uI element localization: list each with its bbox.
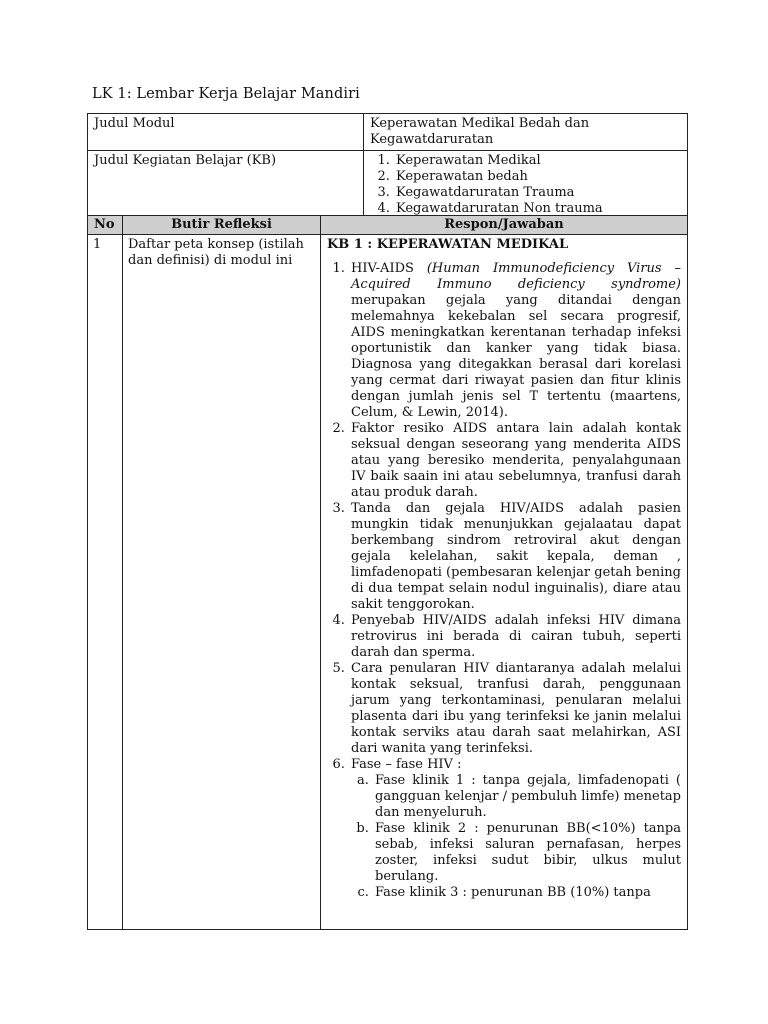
header-respon-jawaban: Respon/Jawaban [321, 216, 688, 235]
table-row [88, 235, 688, 930]
list-item: 4. Penyebab HIV/AIDS adalah infeksi HIV dimana retrovirus ini berada di cairan tubuh, seperti darah dan sperma. [349, 613, 681, 661]
list-item: 3. Tanda dan gejala HIV/AIDS adalah pasien mungkin tidak menunjukkan gejalaatau dapat berkembang sindrom retroviral akut dengan gejala kelelahan, sakit kepala, deman , limfadenopati (pembesaran kelenjar getah bening di dua tempat selain nodul inguinalis), diare atau sakit tenggorokan. [349, 501, 681, 613]
point-lead: HIV-AIDS [351, 261, 414, 276]
module-title-label: Judul Modul [88, 114, 364, 151]
kb-list [370, 153, 681, 217]
table-row [88, 151, 688, 220]
module-title-value: Keperawatan Medikal Bedah dan Kegawatdaruratan [364, 114, 688, 151]
list-item [349, 261, 681, 421]
header-butir-refleksi: Butir Refleksi [123, 216, 321, 235]
point-text: Fase – fase HIV : [351, 757, 462, 772]
list-item: 4. Kegawatdaruratan Non trauma [394, 201, 681, 217]
sub-list-item: b. Fase klinik 2 : penurunan BB(<10%) tanpa sebab, infeksi saluran pernafasan, herpes zoster, infeksi sudut bibir, ulkus mulut berulang. [373, 821, 681, 885]
module-info-table [87, 113, 688, 220]
point-text: merupakan gejala yang ditandai dengan melemahnya kekebalan sel secara progresif, AIDS meningkatkan kerentanan terhadap infeksi oportunistik dan kanker yang tidak biasa. Diagnosa yang ditegakkan berasal dari korelasi yang cermat dari riwayat pasien dan fitur klinis dengan jumlah jenis sel T tertentu (maartens, Celum, & Lewin, 2014). [351, 293, 681, 420]
list-item: 2. Faktor resiko AIDS antara lain adalah kontak seksual dengan seseorang yang menderita AIDS atau yang beresiko menderita, penyalahgunaan IV baik saain ini atau sebelumnya, tranfusi darah atau produk darah. [349, 421, 681, 501]
header-no: No [88, 216, 123, 235]
kb-title-list-cell [364, 151, 688, 220]
row-number: 1 [88, 235, 123, 930]
point-italic-term: (Human Immunodeficiency Virus – Acquired Immuno deficiency syndrome) [351, 261, 681, 292]
sub-list-item: a. Fase klinik 1 : tanpa gejala, limfadenopati ( gangguan kelenjar / pembuluh limfe) menetap dan menyeluruh. [373, 773, 681, 821]
table-row [88, 114, 688, 151]
sub-list-item: c. Fase klinik 3 : penurunan BB (10%) tanpa [373, 885, 681, 901]
response-list [327, 261, 681, 901]
sub-list [351, 773, 681, 901]
response-cell [321, 235, 688, 930]
list-item: 5. Cara penularan HIV diantaranya adalah melalui kontak seksual, tranfusi darah, penggunaan jarum yang terkontaminasi, penularan melalui plasenta dari ibu yang terinfeksi ke janin melalui kontak serviks atau darah saat melahirkan, ASI dari wanita yang terinfeksi. [349, 661, 681, 757]
document-title: LK 1: Lembar Kerja Belajar Mandiri [92, 86, 360, 102]
reflection-item: Daftar peta konsep (istilah dan definisi) di modul ini [123, 235, 321, 930]
list-item: 3. Kegawatdaruratan Trauma [394, 185, 681, 201]
list-item: 2. Keperawatan bedah [394, 169, 681, 185]
list-item [349, 757, 681, 901]
kb-title-label: Judul Kegiatan Belajar (KB) [88, 151, 364, 220]
table-header-row [88, 216, 688, 235]
kb-heading: KB 1 : KEPERAWATAN MEDIKAL [327, 237, 569, 252]
reflection-table [87, 215, 688, 930]
list-item: 1. Keperawatan Medikal [394, 153, 681, 169]
